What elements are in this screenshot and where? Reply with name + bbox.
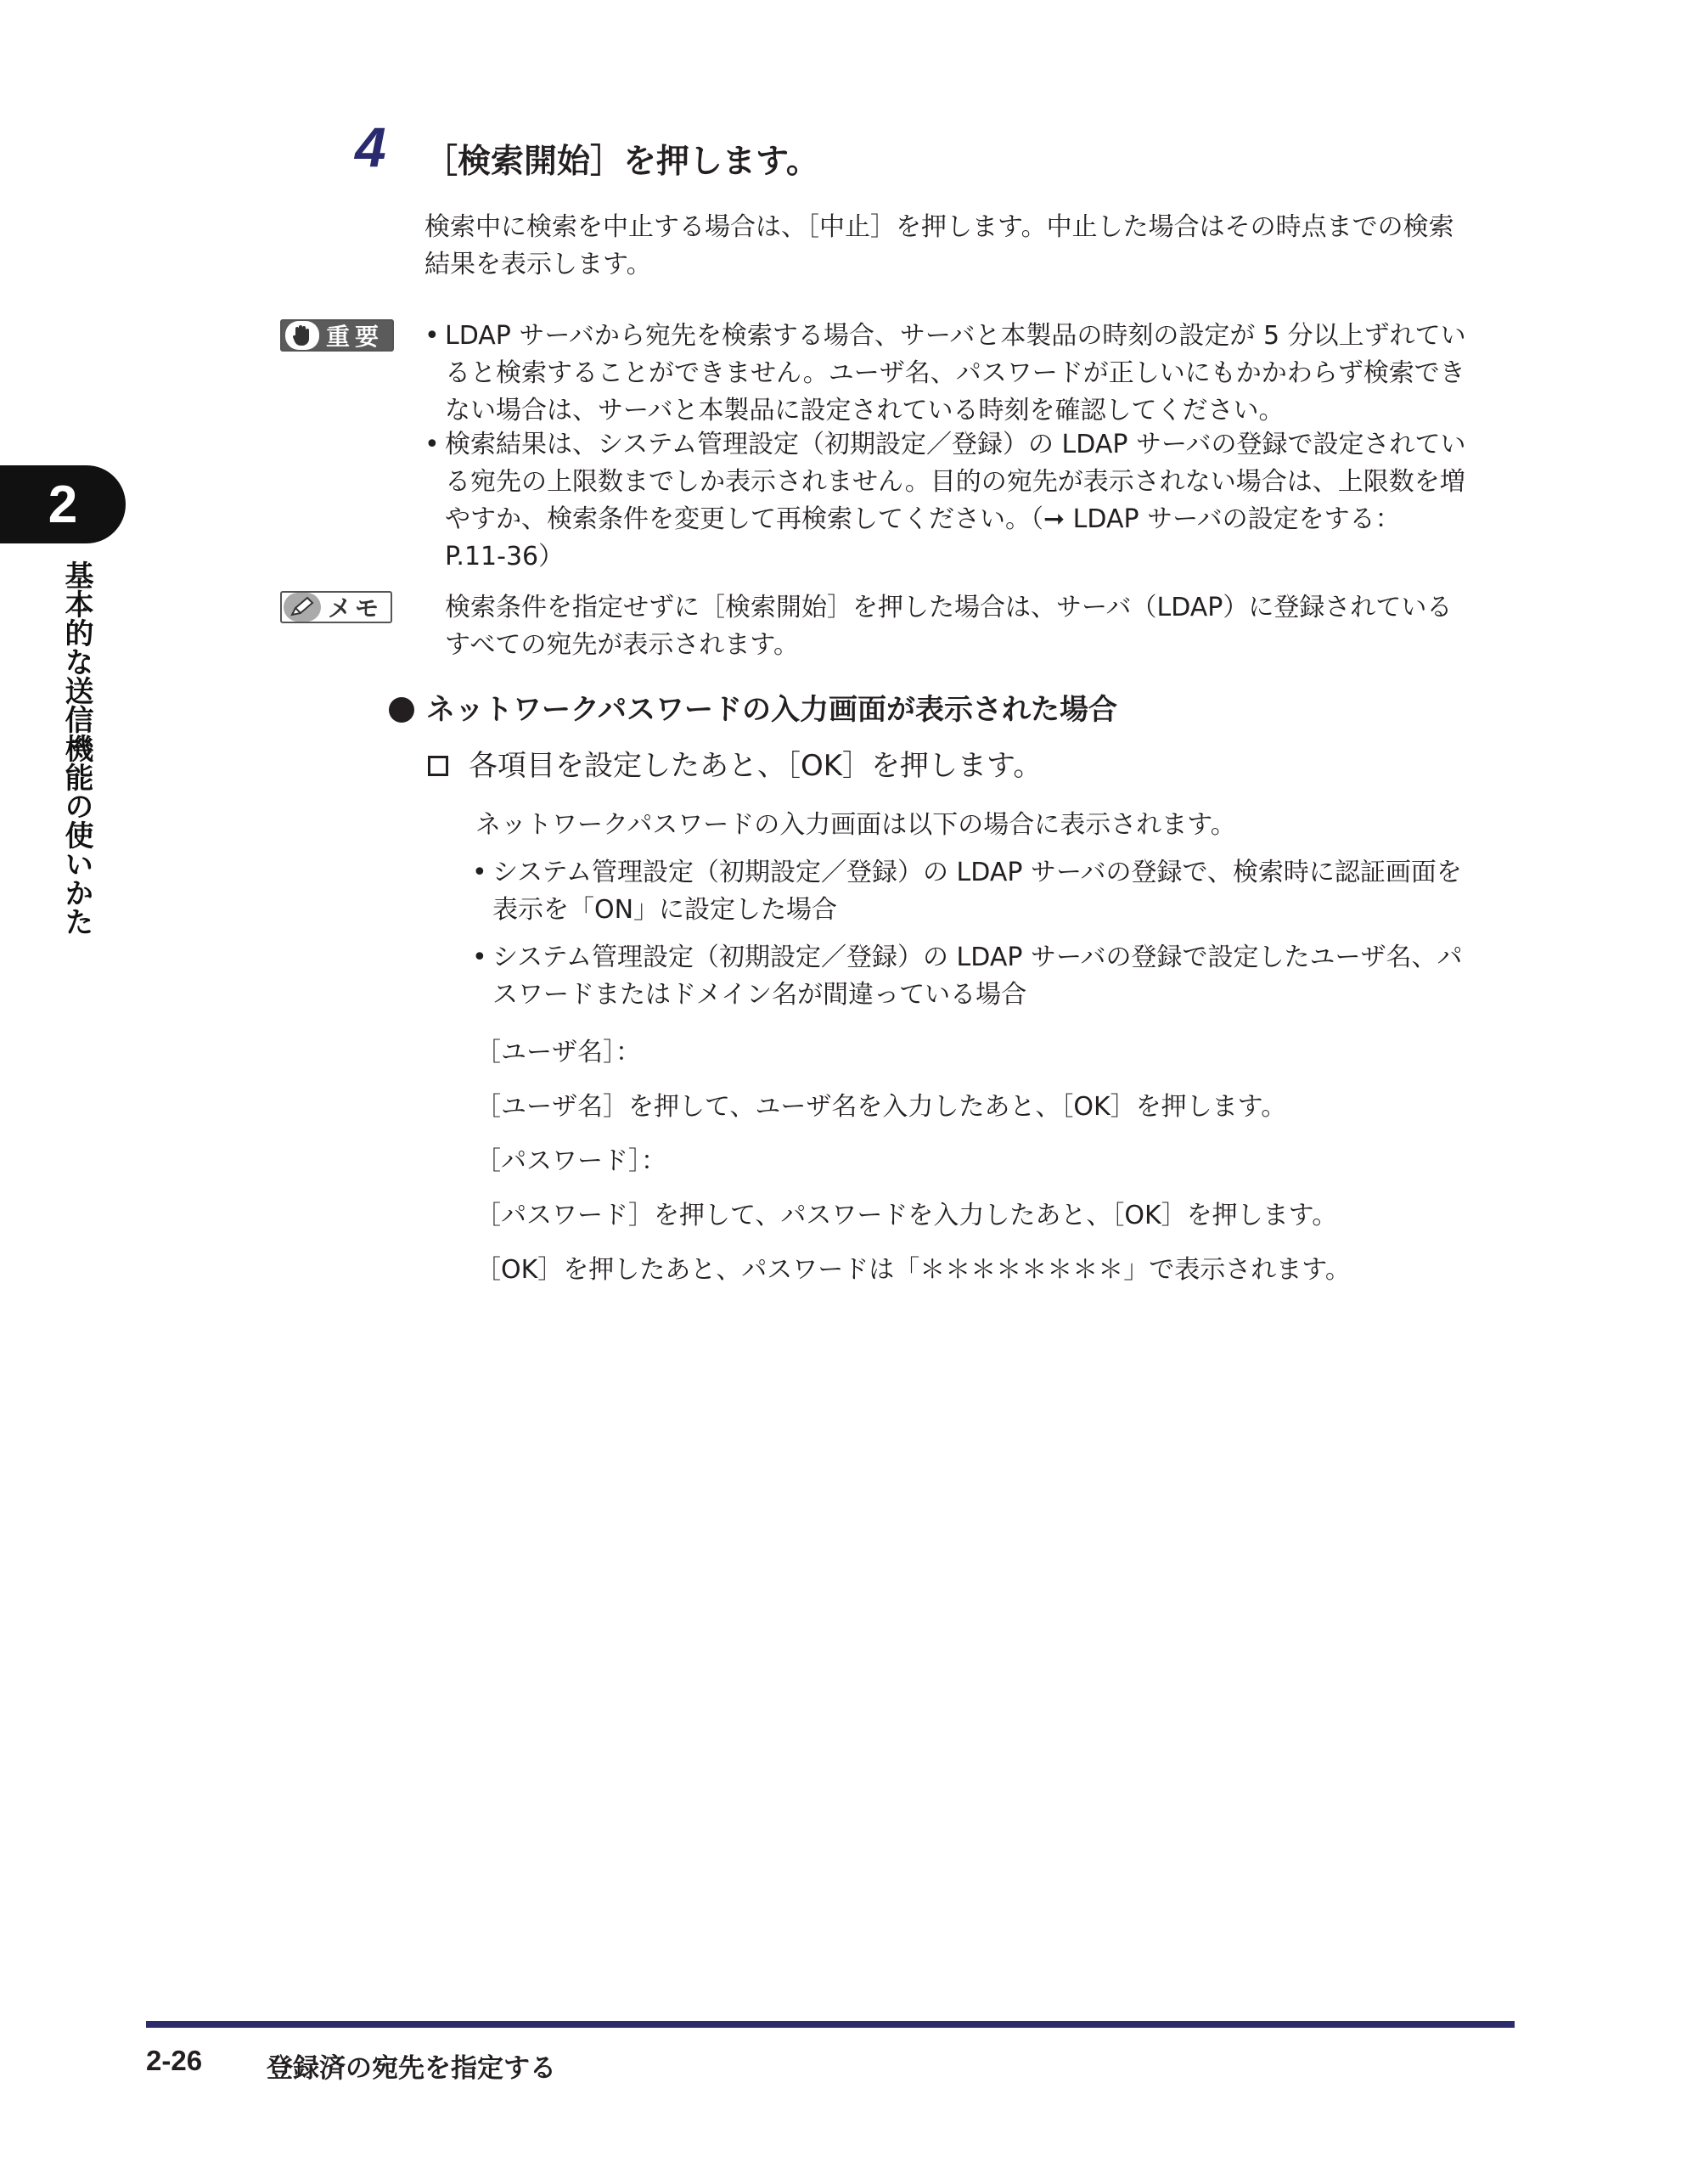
list-item-line: スワードまたはドメイン名が間違っている場合 bbox=[492, 980, 1027, 1010]
list-item-line: 表示を「ON」に設定した場合 bbox=[492, 895, 838, 925]
step-number: 4 bbox=[355, 115, 386, 178]
memo-badge bbox=[280, 591, 392, 623]
field-label: ［パスワード］： bbox=[475, 1146, 666, 1176]
bullet-dot: • bbox=[424, 430, 440, 459]
footer-rule bbox=[146, 2021, 1515, 2028]
hand-stop-icon bbox=[285, 321, 319, 350]
field-label: ［ユーザ名］： bbox=[475, 1038, 641, 1067]
list-item bbox=[472, 939, 1525, 1014]
step-body-line: 検索中に検索を中止する場合は、［中止］を押します。中止した場合はその時点までの検索 bbox=[424, 212, 1454, 242]
list-item bbox=[472, 854, 1525, 929]
list-item-line: システム管理設定（初期設定／登録）の LDAP サーバの登録で、検索時に認証画面を bbox=[492, 858, 1462, 887]
step-body bbox=[424, 209, 1454, 284]
page-number: 2-26 bbox=[146, 2045, 203, 2076]
memo-line: すべての宛先が表示されます。 bbox=[445, 630, 799, 660]
important-line: 検索結果は、システム管理設定（初期設定／登録）の LDAP サーバの登録で設定されてい bbox=[445, 430, 1466, 459]
bullet-dot: • bbox=[472, 943, 487, 972]
important-badge bbox=[280, 319, 394, 352]
step-body-line: 結果を表示します。 bbox=[424, 250, 652, 279]
important-item bbox=[424, 318, 1520, 430]
important-line: ない場合は、サーバと本製品に設定されている時刻を確認してください。 bbox=[445, 396, 1285, 425]
step-title: ［検索開始］を押します。 bbox=[424, 143, 819, 181]
chapter-title: 基本的な送信機能の使いかた bbox=[59, 560, 93, 936]
list-item-line: システム管理設定（初期設定／登録）の LDAP サーバの登録で設定したユーザ名、パ bbox=[492, 943, 1463, 972]
important-line: P.11-36） bbox=[445, 542, 565, 571]
section-intro: ネットワークパスワードの入力画面は以下の場合に表示されます。 bbox=[475, 810, 1236, 840]
important-item bbox=[424, 426, 1520, 576]
field-description: ［パスワード］を押して、パスワードを入力したあと、［OK］を押します。 bbox=[475, 1201, 1338, 1230]
section-subheading-text: 各項目を設定したあと、［OK］を押します。 bbox=[469, 749, 1043, 783]
bullet-circle-icon bbox=[389, 697, 414, 723]
important-line: ると検索することができません。ユーザ名、パスワードが正しいにもかかわらず検索でき bbox=[445, 358, 1465, 388]
chapter-tab: 2 bbox=[0, 465, 126, 543]
field-description: ［OK］を押したあと、パスワードは「＊＊＊＊＊＊＊＊」で表示されます。 bbox=[475, 1255, 1351, 1285]
important-line: LDAP サーバから宛先を検索する場合、サーバと本製品の時刻の設定が 5 分以上ずれてい bbox=[445, 321, 1466, 351]
checkbox-icon bbox=[428, 756, 448, 776]
pencil-icon bbox=[284, 593, 321, 622]
bullet-dot: • bbox=[472, 858, 487, 887]
section-heading bbox=[389, 693, 1117, 728]
important-label: 重要 bbox=[326, 323, 385, 351]
important-line: る宛先の上限数までしか表示されません。目的の宛先が表示されない場合は、上限数を増 bbox=[445, 467, 1465, 497]
memo-label: メモ bbox=[328, 594, 383, 622]
bullet-dot: • bbox=[424, 321, 440, 351]
important-line: やすか、検索条件を変更して再検索してください。（➞ LDAP サーバの設定をする： bbox=[445, 504, 1401, 534]
memo-line: 検索条件を指定せずに［検索開始］を押した場合は、サーバ（LDAP）に登録されている bbox=[445, 593, 1453, 622]
footer-title: 登録済の宛先を指定する bbox=[267, 2053, 556, 2084]
field-description: ［ユーザ名］を押して、ユーザ名を入力したあと、［OK］を押します。 bbox=[475, 1092, 1287, 1122]
section-subheading bbox=[428, 749, 1042, 784]
memo-text bbox=[445, 589, 1452, 664]
section-heading-text: ネットワークパスワードの入力画面が表示された場合 bbox=[426, 693, 1117, 727]
